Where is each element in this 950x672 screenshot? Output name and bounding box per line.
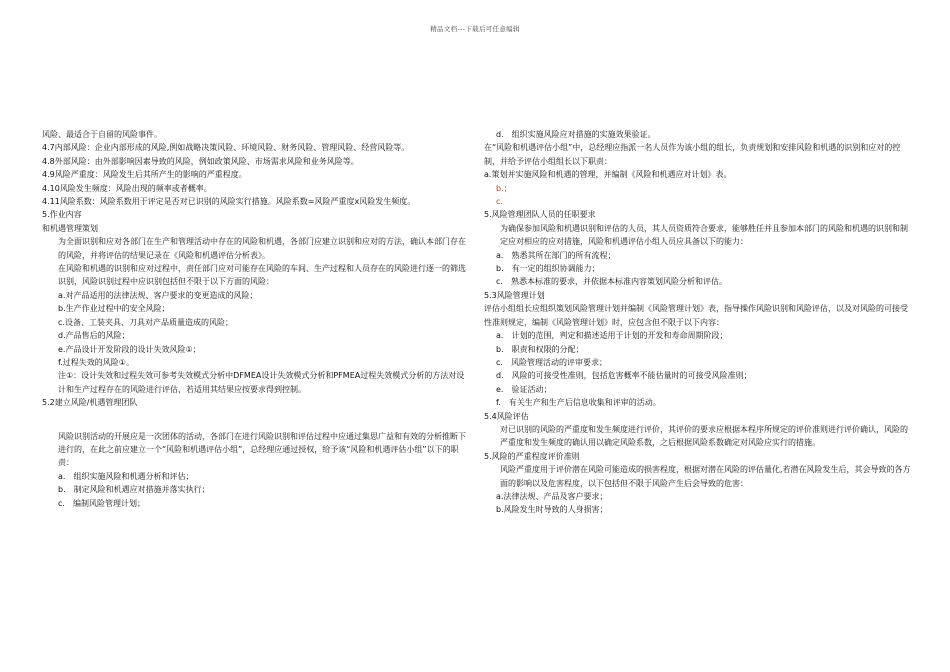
- paragraph: 对已识别的风险的严重度和发生频度进行评价，其评价的要求应根据本程序所规定的评价准则进行评价确认，风险的严重度和发生频度的确认用以确定风险系数，之后根据风险系数确定对风险应实行的措施。: [500, 424, 908, 448]
- list-item: f.过程失效的风险①。: [58, 357, 134, 367]
- section-heading: 5.风险管理团队人员的任职要求: [484, 210, 596, 220]
- list-item: a.策划并实施风险和机遇的管理，并编制《风险和机遇应对计划》表。: [484, 170, 732, 180]
- list-item-red: b.；: [496, 183, 512, 193]
- section-heading-5: 5.作业内容: [42, 210, 82, 220]
- list-item: b. 有一定的组织协调能力；: [496, 264, 600, 274]
- list-item: b. 职责和权限的分配；: [496, 344, 584, 354]
- list-item-red: c.: [496, 197, 503, 207]
- list-item: a. 组织实施风险和机遇分析和评估；: [58, 471, 194, 481]
- paragraph: 为确保参加风险和机遇识别和评估的人员，其人员资质符合要求，能够胜任并且参加本部门的风险和机遇的识别和制定应对相应的应对措施，风险和机遇评估小组人员应具备以下的能力：: [500, 223, 908, 247]
- section-heading-5-3: 5.3风险管理计划: [484, 290, 545, 300]
- right-column: [484, 128, 914, 517]
- text-line: 风险、最适合于自留的风险事件。: [42, 130, 162, 139]
- list-item: e.产品设计开发阶段的设计失效风险①；: [58, 344, 201, 354]
- section-heading-5-1: 和机遇管理策划: [42, 223, 98, 233]
- list-item: b.风险发生时导致的人身损害；: [496, 505, 608, 515]
- left-column: [42, 128, 466, 510]
- list-item: b. 制定风险和机遇应对措施并落实执行；: [58, 485, 210, 495]
- paragraph: 风险识别活动的开展应是一次团体的活动，各部门在进行风险识别和评估过程中应通过集思广益和有效的分析推断下进行的，在此之前应建立一个“风险和机遇评估小组”，总经理应通过授权，给予该“风险和机遇评估小组”以下的职责：: [58, 431, 466, 468]
- section-heading-5-4: 5.4风险评估: [484, 411, 529, 421]
- list-item: e. 验证活动；: [496, 384, 552, 394]
- list-item: a. 熟悉其所在部门的所有流程；: [496, 250, 616, 260]
- definition-4-7: 4.7内部风险：企业内部形成的风险,例如战略决策风险、环境风险、财务风险、管理风险、经营风险等。: [42, 143, 410, 153]
- list-item: c.设备、工装夹具、刀具对产品质量造成的风险；: [58, 317, 233, 327]
- definition-4-9: 4.9风险严重度：风险发生后其所产生的影响的严重程度。: [42, 170, 247, 180]
- list-item: a.法律法规、产品及客户要求；: [496, 491, 608, 501]
- list-item: d.产品售后的风险；: [58, 331, 130, 341]
- definition-4-11: 4.11风险系数：风险系数用于评定是否对已识别的风险实行措施。风险系数=风险严重度x风险发生频度。: [42, 197, 416, 207]
- list-item: f. 有关生产和生产后信息收集和评审的活动。: [496, 398, 661, 408]
- paragraph: 评估小组组长应组织策划风险管理计划并编制《风险管理计划》表，指导操作风险识别和风险评估，以及对风险的可接受性准则规定，编制《风险管理计划》时，应包含但不限于以下内容：: [484, 304, 908, 327]
- paragraph: 为全面识别和应对各部门在生产和管理活动中存在的风险和机遇，各部门应建立识别和应对的方法，确认本部门存在的风险，并将评估的结果记录在《风险和机遇评估分析表》。: [58, 237, 466, 260]
- page-header: 精品文档---下载后可任意编辑: [430, 25, 520, 33]
- section-heading-5-2: 5.2建立风险/机遇管理团队: [42, 398, 138, 408]
- section-heading: 5.风险的严重程度评价准则: [484, 451, 580, 461]
- list-item: c. 熟悉本标准的要求，并依据本标准内容策划风险分析和评估。: [496, 277, 727, 287]
- list-item: b.生产作业过程中的安全风险；: [58, 304, 170, 314]
- list-item: c. 编制风险管理计划；: [58, 498, 145, 508]
- list-item: d. 组织实施风险应对措施的实施效果验证。: [496, 130, 656, 139]
- spacer: [42, 410, 466, 430]
- definition-4-10: 4.10风险发生频度：风险出现的频率或者概率。: [42, 183, 212, 193]
- paragraph: 在风险和机遇的识别和应对过程中，责任部门应对可能存在风险的车间、生产过程和人员存在的风险进行逐一的筛选识别，风险识别过程中应识别包括但不限于以下方面的风险：: [58, 264, 466, 287]
- list-item: a.对产品适用的法律法规、客户要求的变更造成的风险；: [58, 290, 258, 300]
- list-item: a. 计划的范围，判定和描述适用于计划的开发和寿命周期阶段；: [496, 331, 728, 341]
- list-item: d. 风险的可接受性准则，包括危害概率不能估量时的可接受风险准则；: [496, 371, 752, 381]
- paragraph: 风险严重度用于评价潜在风险可能造成的损害程度，根据对潜在风险的评估量化,若潜在风险发生后，其会导致的各方面的影响以及危害程度，以下包括但不限于风险产生后会导致的危害：: [500, 465, 911, 488]
- definition-4-8: 4.8外部风险：由外部影响因素导致的风险，例如政策风险、市场需求风险和业务风险等。: [42, 156, 359, 166]
- list-item: c. 风险管理活动的评审要求；: [496, 357, 607, 367]
- paragraph: 在“风险和机遇评估小组”中，总经理应指派一名人员作为该小组的组长，负责规划和安排风险和机遇的识别和应对的控制，并给予评估小组组长以下职责：: [484, 143, 901, 166]
- footnote: 注①：设计失效和过程失效可参考失效模式分析中DFMEA设计失效模式分析和PFMEA过程失效模式分析的方法对设计和生产过程存在的风险进行评估，若适用其结果应按要求得到控制。: [58, 371, 465, 394]
